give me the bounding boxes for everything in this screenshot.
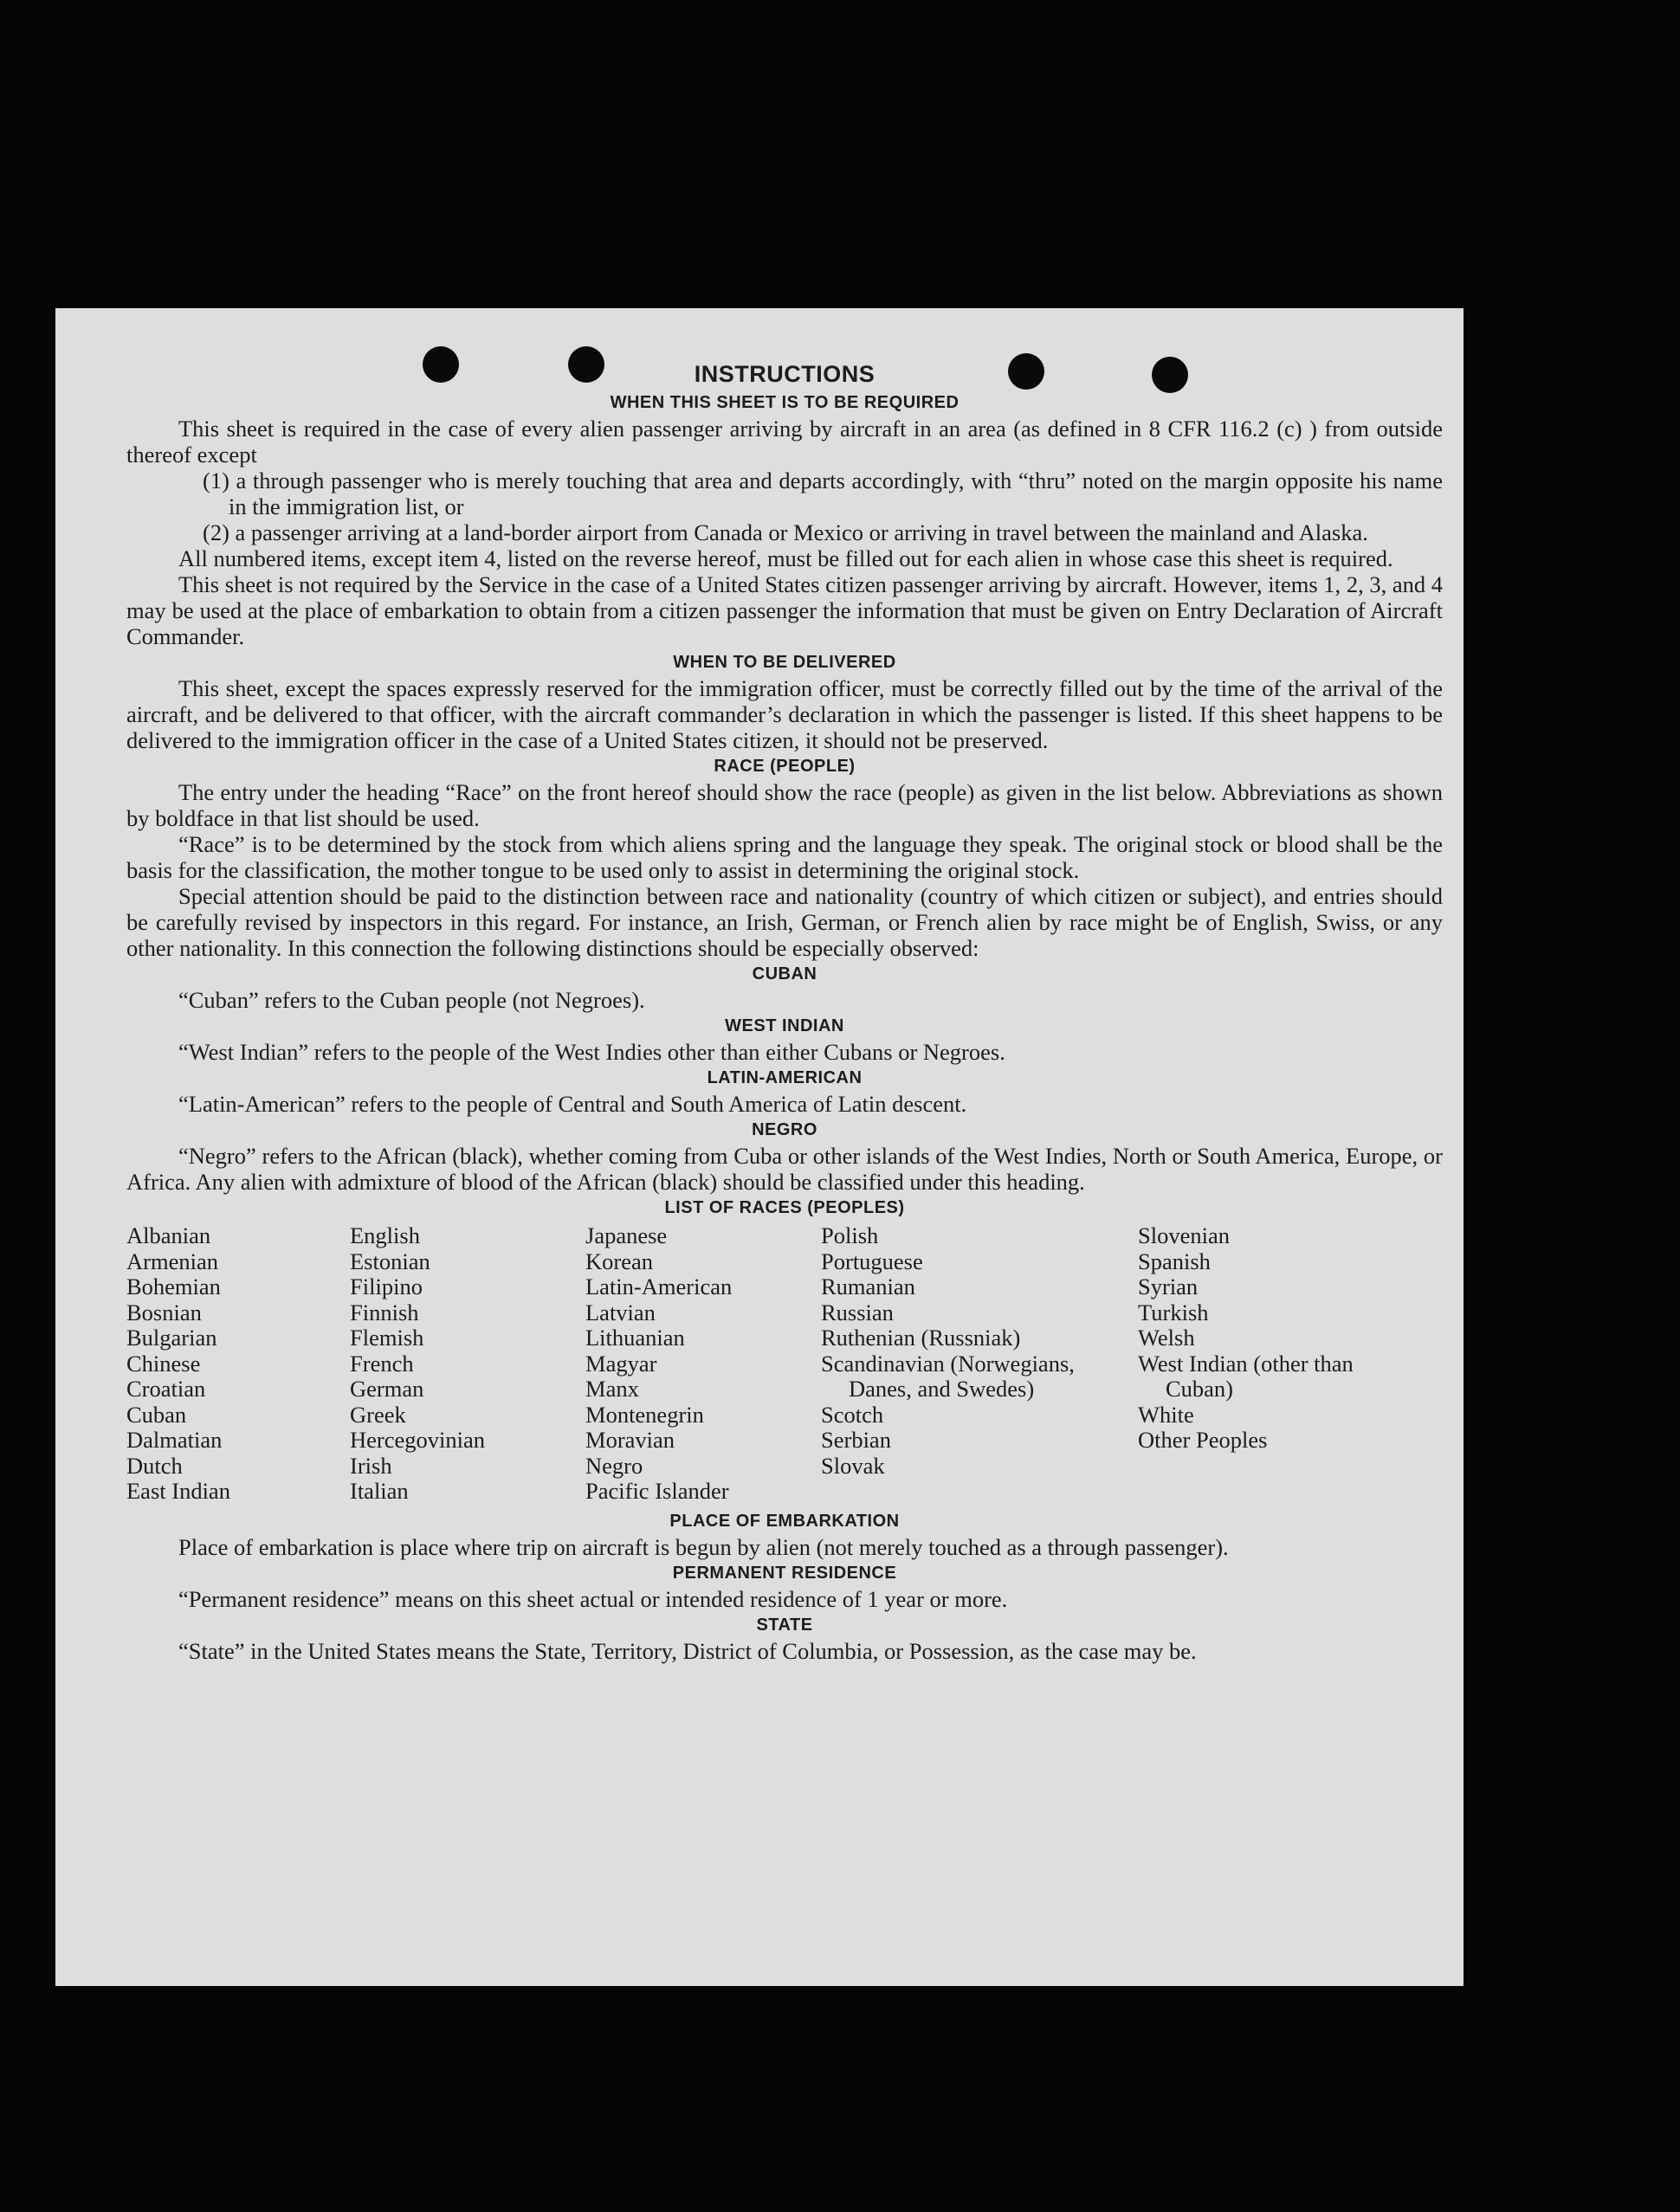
- race-item: Italian: [350, 1478, 409, 1504]
- races-column-4: [821, 1223, 1095, 1505]
- citizen-text: This sheet is not required by the Service in the case of a United States citizen passenger arriving by aircraft. However, items 1, 2, 3, and 4 may be used at the place of embarkation to obtain from a citizen passenger the information that must be given on Entry Declaration of Aircraft Commander.: [126, 571, 1443, 649]
- page-title: INSTRUCTIONS: [694, 361, 876, 387]
- race-item: Chinese: [126, 1350, 201, 1377]
- when-required-heading: WHEN THIS SHEET IS TO BE REQUIRED: [610, 393, 960, 412]
- race-item: Flemish: [350, 1325, 424, 1351]
- races-column-1: [126, 1223, 350, 1505]
- race-paragraph-2: “Race” is to be determined by the stock from which aliens spring and the language they speak. The original stock or blood shall be the basis for the classification, the mother tongue to be used only to assist in determining the original stock.: [126, 831, 1443, 883]
- negro-text: “Negro” refers to the African (black), whether coming from Cuba or other islands of the West Indies, North or South America, Europe, or Africa. Any alien with admixture of blood of the African (black) should be classified under this heading.: [126, 1143, 1443, 1195]
- state-text: “State” in the United States means the State, Territory, District of Columbia, or Possession, as the case may be.: [178, 1637, 1197, 1664]
- race-item: Bulgarian: [126, 1325, 217, 1351]
- race-item: Slovenian: [1138, 1222, 1230, 1248]
- race-item: Dutch: [126, 1452, 183, 1479]
- race-item: Estonian: [350, 1248, 430, 1274]
- race-item: Manx: [585, 1376, 639, 1402]
- instruction-sheet: [55, 308, 1464, 1986]
- race-item: Dalmatian: [126, 1427, 223, 1453]
- race-item: Welsh: [1138, 1325, 1195, 1351]
- race-item: Slovak: [821, 1452, 885, 1479]
- cuban-text: “Cuban” refers to the Cuban people (not Negroes).: [178, 987, 645, 1013]
- race-item: Pacific Islander: [585, 1478, 729, 1504]
- when-required-intro: This sheet is required in the case of every alien passenger arriving by aircraft in an area (as defined in 8 CFR 116.2 (c) ) from outside thereof except: [126, 416, 1443, 468]
- sheet-content: [126, 358, 1443, 1664]
- latin-american-heading: LATIN-AMERICAN: [707, 1068, 863, 1087]
- race-item: French: [350, 1350, 414, 1377]
- race-item: Lithuanian: [585, 1325, 685, 1351]
- latin-american-text: “Latin-American” refers to the people of Central and South America of Latin descent.: [178, 1091, 967, 1117]
- race-item: Syrian: [1138, 1274, 1199, 1299]
- race-item: Negro: [585, 1452, 643, 1479]
- race-item: Russian: [821, 1299, 894, 1325]
- negro-heading: NEGRO: [752, 1120, 817, 1139]
- race-item: Finnish: [350, 1299, 419, 1325]
- residence-text: “Permanent residence” means on this sheet actual or intended residence of 1 year or more.: [178, 1585, 1008, 1612]
- race-item: Hercegovinian: [350, 1427, 485, 1453]
- list-of-races-heading: LIST OF RACES (PEOPLES): [664, 1198, 905, 1217]
- races-list: [126, 1223, 1443, 1505]
- when-delivered-text: This sheet, except the spaces expressly reserved for the immigration officer, must be correctly filled out by the time of the arrival of the aircraft, and be delivered to that officer, with the aircraft commander’s declaration in which the passenger is listed. If this sheet happens to be delivered to the immigration officer in the case of a United States citizen, it should not be preserved.: [126, 675, 1443, 753]
- race-item: Japanese: [585, 1222, 668, 1248]
- race-item: Bohemian: [126, 1274, 221, 1299]
- race-item: Other Peoples: [1138, 1427, 1268, 1453]
- race-item: Cuban: [126, 1401, 187, 1428]
- race-item: Portuguese: [821, 1248, 923, 1274]
- races-column-3: [585, 1223, 821, 1505]
- embarkation-text: Place of embarkation is place where trip on aircraft is begun by alien (not merely touched as a through passenger).: [178, 1533, 1229, 1560]
- race-item: West Indian (other than Cuban): [1138, 1350, 1354, 1402]
- race-item: Croatian: [126, 1376, 206, 1402]
- numbered-items-text: All numbered items, except item 4, listed on the reverse hereof, must be filled out for each alien in whose case this sheet is required.: [178, 545, 1393, 571]
- race-item: Polish: [821, 1222, 879, 1248]
- west-indian-text: “West Indian” refers to the people of the West Indies other than either Cubans or Negroes.: [178, 1039, 1005, 1065]
- race-item: Serbian: [821, 1427, 891, 1453]
- cuban-heading: CUBAN: [752, 964, 817, 983]
- race-paragraph-1: The entry under the heading “Race” on the front hereof should show the race (people) as given in the list below. Abbreviations as shown by boldface in that list should be used.: [126, 779, 1443, 831]
- race-item: Turkish: [1138, 1299, 1209, 1325]
- race-heading: RACE (PEOPLE): [714, 757, 856, 776]
- race-item: White: [1138, 1401, 1194, 1428]
- west-indian-heading: WEST INDIAN: [725, 1016, 844, 1035]
- race-item: English: [350, 1222, 420, 1248]
- state-heading: STATE: [756, 1615, 813, 1635]
- race-item: East Indian: [126, 1478, 230, 1504]
- embarkation-heading: PLACE OF EMBARKATION: [669, 1511, 900, 1531]
- race-paragraph-3: Special attention should be paid to the distinction between race and nationality (country of which citizen or subject), and entries should be carefully revised by inspectors in this regard. For instance, an Irish, German, or French alien by race might be of English, Swiss, or any other nationality. In this connection the following distinctions should be especially observed:: [126, 883, 1443, 961]
- race-item: Ruthenian (Russniak): [821, 1325, 1021, 1351]
- race-item: Latin-American: [585, 1274, 733, 1299]
- race-item: Greek: [350, 1401, 406, 1428]
- race-item: Magyar: [585, 1350, 657, 1377]
- when-delivered-heading: WHEN TO BE DELIVERED: [673, 653, 896, 672]
- races-column-2: [350, 1223, 585, 1505]
- race-item: Albanian: [126, 1222, 211, 1248]
- race-item: Latvian: [585, 1299, 656, 1325]
- exception-2: (2) a passenger arriving at a land-border airport from Canada or Mexico or arriving in travel between the mainland and Alaska.: [203, 519, 1368, 545]
- race-item: Scotch: [821, 1401, 884, 1428]
- race-item: Filipino: [350, 1274, 423, 1299]
- race-item: Scandinavian (Norwegians, Danes, and Swedes): [821, 1350, 1075, 1402]
- races-column-5: [1138, 1223, 1389, 1505]
- race-item: Moravian: [585, 1427, 675, 1453]
- race-item: Spanish: [1138, 1248, 1211, 1274]
- race-item: Rumanian: [821, 1274, 915, 1299]
- race-item: Irish: [350, 1452, 392, 1479]
- race-item: Bosnian: [126, 1299, 202, 1325]
- race-item: Korean: [585, 1248, 653, 1274]
- race-item: German: [350, 1376, 424, 1402]
- exception-1: (1) a through passenger who is merely touching that area and departs accordingly, with “thru” noted on the margin opposite his name in the immigration list, or: [203, 468, 1443, 519]
- residence-heading: PERMANENT RESIDENCE: [672, 1563, 897, 1583]
- race-item: Montenegrin: [585, 1401, 704, 1428]
- race-item: Armenian: [126, 1248, 218, 1274]
